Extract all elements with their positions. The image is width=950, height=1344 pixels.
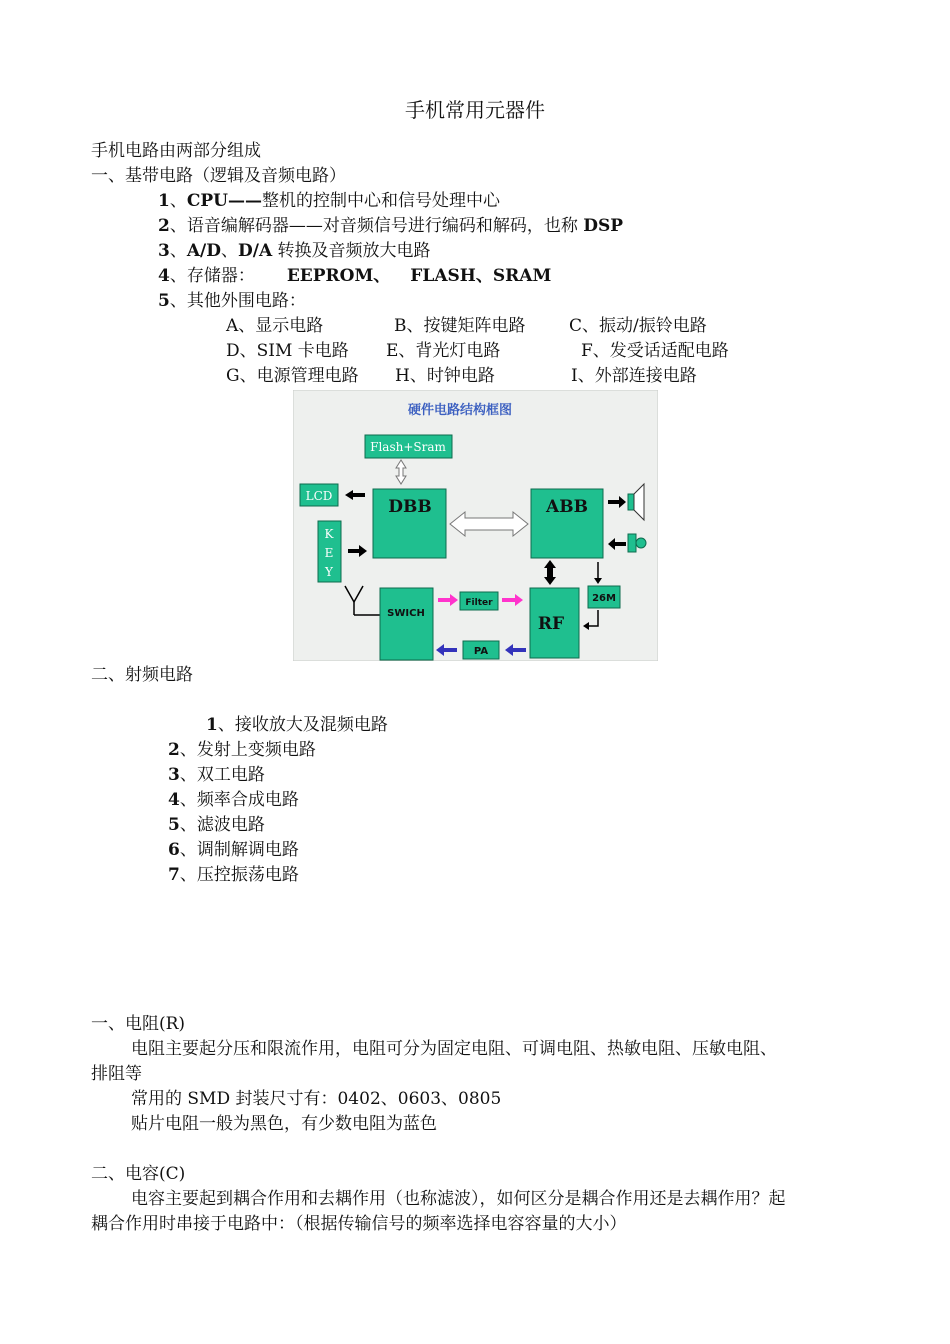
diagram-title: 硬件电路结构框图 <box>407 403 513 418</box>
item-bold: A/D <box>186 241 221 261</box>
switch-block <box>380 588 433 660</box>
item-text-2: 转换及音频放大电路 <box>272 241 431 261</box>
rf-item-7 <box>168 864 299 886</box>
capacitor-paragraph-1-cont: 耦合作用时串接于电路中：（根据传输信号的频率选择电容容量的大小） <box>91 1214 627 1234</box>
item-text: 、双工电路 <box>179 765 265 785</box>
item-number: 7 <box>168 865 180 885</box>
item-number: 4 <box>168 790 180 810</box>
capacitor-paragraph-1: 电容主要起到耦合作用和去耦作用（也称滤波），如何区分是耦合作用还是去耦作用？起 <box>131 1189 786 1209</box>
item-text: 、滤波电路 <box>179 815 265 835</box>
microphone-icon <box>628 534 636 552</box>
peripheral-a: A、显示电路 <box>226 316 324 336</box>
pa-label: PA <box>473 646 489 657</box>
item-sep: 、 <box>169 241 187 261</box>
peripheral-i: I、外部连接电路 <box>571 366 697 386</box>
peripheral-f: F、发受话适配电路 <box>581 341 729 361</box>
speaker-icon <box>628 494 634 510</box>
peripheral-e: E、背光灯电路 <box>386 341 501 361</box>
baseband-heading: 一、基带电路（逻辑及音频电路） <box>91 166 346 186</box>
capacitor-heading: 二、电容(C) <box>91 1164 186 1184</box>
item-number: 5 <box>168 815 180 835</box>
item-text: 、压控振荡电路 <box>179 865 299 885</box>
item-text: 存储器： <box>186 266 255 286</box>
item-number: 4 <box>158 266 170 286</box>
baseband-item-3 <box>158 240 431 262</box>
item-sep: 、 <box>169 291 187 311</box>
key-label-e: E <box>324 546 334 560</box>
item-number: 6 <box>168 840 180 860</box>
rf-item-1 <box>206 714 388 736</box>
rf-item-5 <box>168 814 265 836</box>
item-text: 其他外围电路： <box>186 291 306 311</box>
clock-26m-label: 26M <box>592 593 616 604</box>
rf-item-2 <box>168 739 316 761</box>
item-sep: 、 <box>169 191 187 211</box>
peripheral-c: C、振动/振铃电路 <box>569 316 707 336</box>
item-sep: 、 <box>169 216 187 236</box>
item-text: 、频率合成电路 <box>179 790 299 810</box>
resistor-paragraph-1: 电阻主要起分压和限流作用，电阻可分为固定电阻、可调电阻、热敏电阻、压敏电阻、 <box>131 1039 777 1059</box>
baseband-item-5 <box>158 290 306 312</box>
microphone-head-icon <box>636 538 646 548</box>
resistor-paragraph-2: 常用的 SMD 封装尺寸有：0402、0603、0805 <box>131 1089 502 1109</box>
peripheral-b: B、按键矩阵电路 <box>394 316 526 336</box>
dbb-label: DBB <box>388 497 432 517</box>
key-label-k: K <box>324 527 334 541</box>
rf-item-3 <box>168 764 265 786</box>
item-number: 2 <box>168 740 180 760</box>
peripheral-d: D、SIM 卡电路 <box>226 341 349 361</box>
resistor-paragraph-3: 贴片电阻一般为黑色，有少数电阻为蓝色 <box>131 1114 437 1134</box>
peripheral-h: H、时钟电路 <box>395 366 495 386</box>
item-bold-2: D/A <box>238 241 273 261</box>
baseband-item-1 <box>158 190 500 212</box>
item-bold: EEPROM、 <box>286 266 391 286</box>
item-text: 、发射上变频电路 <box>179 740 316 760</box>
lcd-label: LCD <box>305 489 333 503</box>
item-number: 5 <box>158 291 170 311</box>
item-number: 1 <box>206 715 218 735</box>
resistor-paragraph-1-cont: 排阻等 <box>91 1064 142 1084</box>
intro-line: 手机电路由两部分组成 <box>91 141 261 161</box>
page-title: 手机常用元器件 <box>405 98 545 122</box>
item-bold-2: FLASH、SRAM <box>410 266 552 286</box>
resistor-heading: 一、电阻(R) <box>91 1014 186 1034</box>
item-number: 2 <box>158 216 170 236</box>
item-sep: 、 <box>169 266 187 286</box>
baseband-item-4 <box>158 265 551 287</box>
key-label-y: Y <box>325 565 333 579</box>
item-text: 、调制解调电路 <box>179 840 299 860</box>
item-number: 1 <box>158 191 170 211</box>
switch-label: SWICH <box>387 608 425 619</box>
item-text: 、 <box>221 241 238 261</box>
item-text: 整机的控制中心和信号处理中心 <box>261 191 500 211</box>
peripheral-g: G、电源管理电路 <box>226 366 359 386</box>
item-text: 语音编解码器——对音频信号进行编码和解码，也称 <box>186 216 584 236</box>
item-number: 3 <box>158 241 170 261</box>
rf-item-6 <box>168 839 299 861</box>
flash-sram-label: Flash+Sram <box>370 440 446 454</box>
item-bold: CPU—— <box>186 191 262 211</box>
item-text: 、接收放大及混频电路 <box>217 715 388 735</box>
abb-label: ABB <box>546 497 588 517</box>
filter-label: Filter <box>465 598 493 608</box>
rf-item-4 <box>168 789 299 811</box>
item-number: 3 <box>168 765 180 785</box>
rf-heading: 二、射频电路 <box>91 665 193 685</box>
hardware-block-diagram <box>293 390 658 661</box>
baseband-item-2 <box>158 215 623 237</box>
rf-label: RF <box>537 614 565 634</box>
item-bold: DSP <box>583 216 624 236</box>
